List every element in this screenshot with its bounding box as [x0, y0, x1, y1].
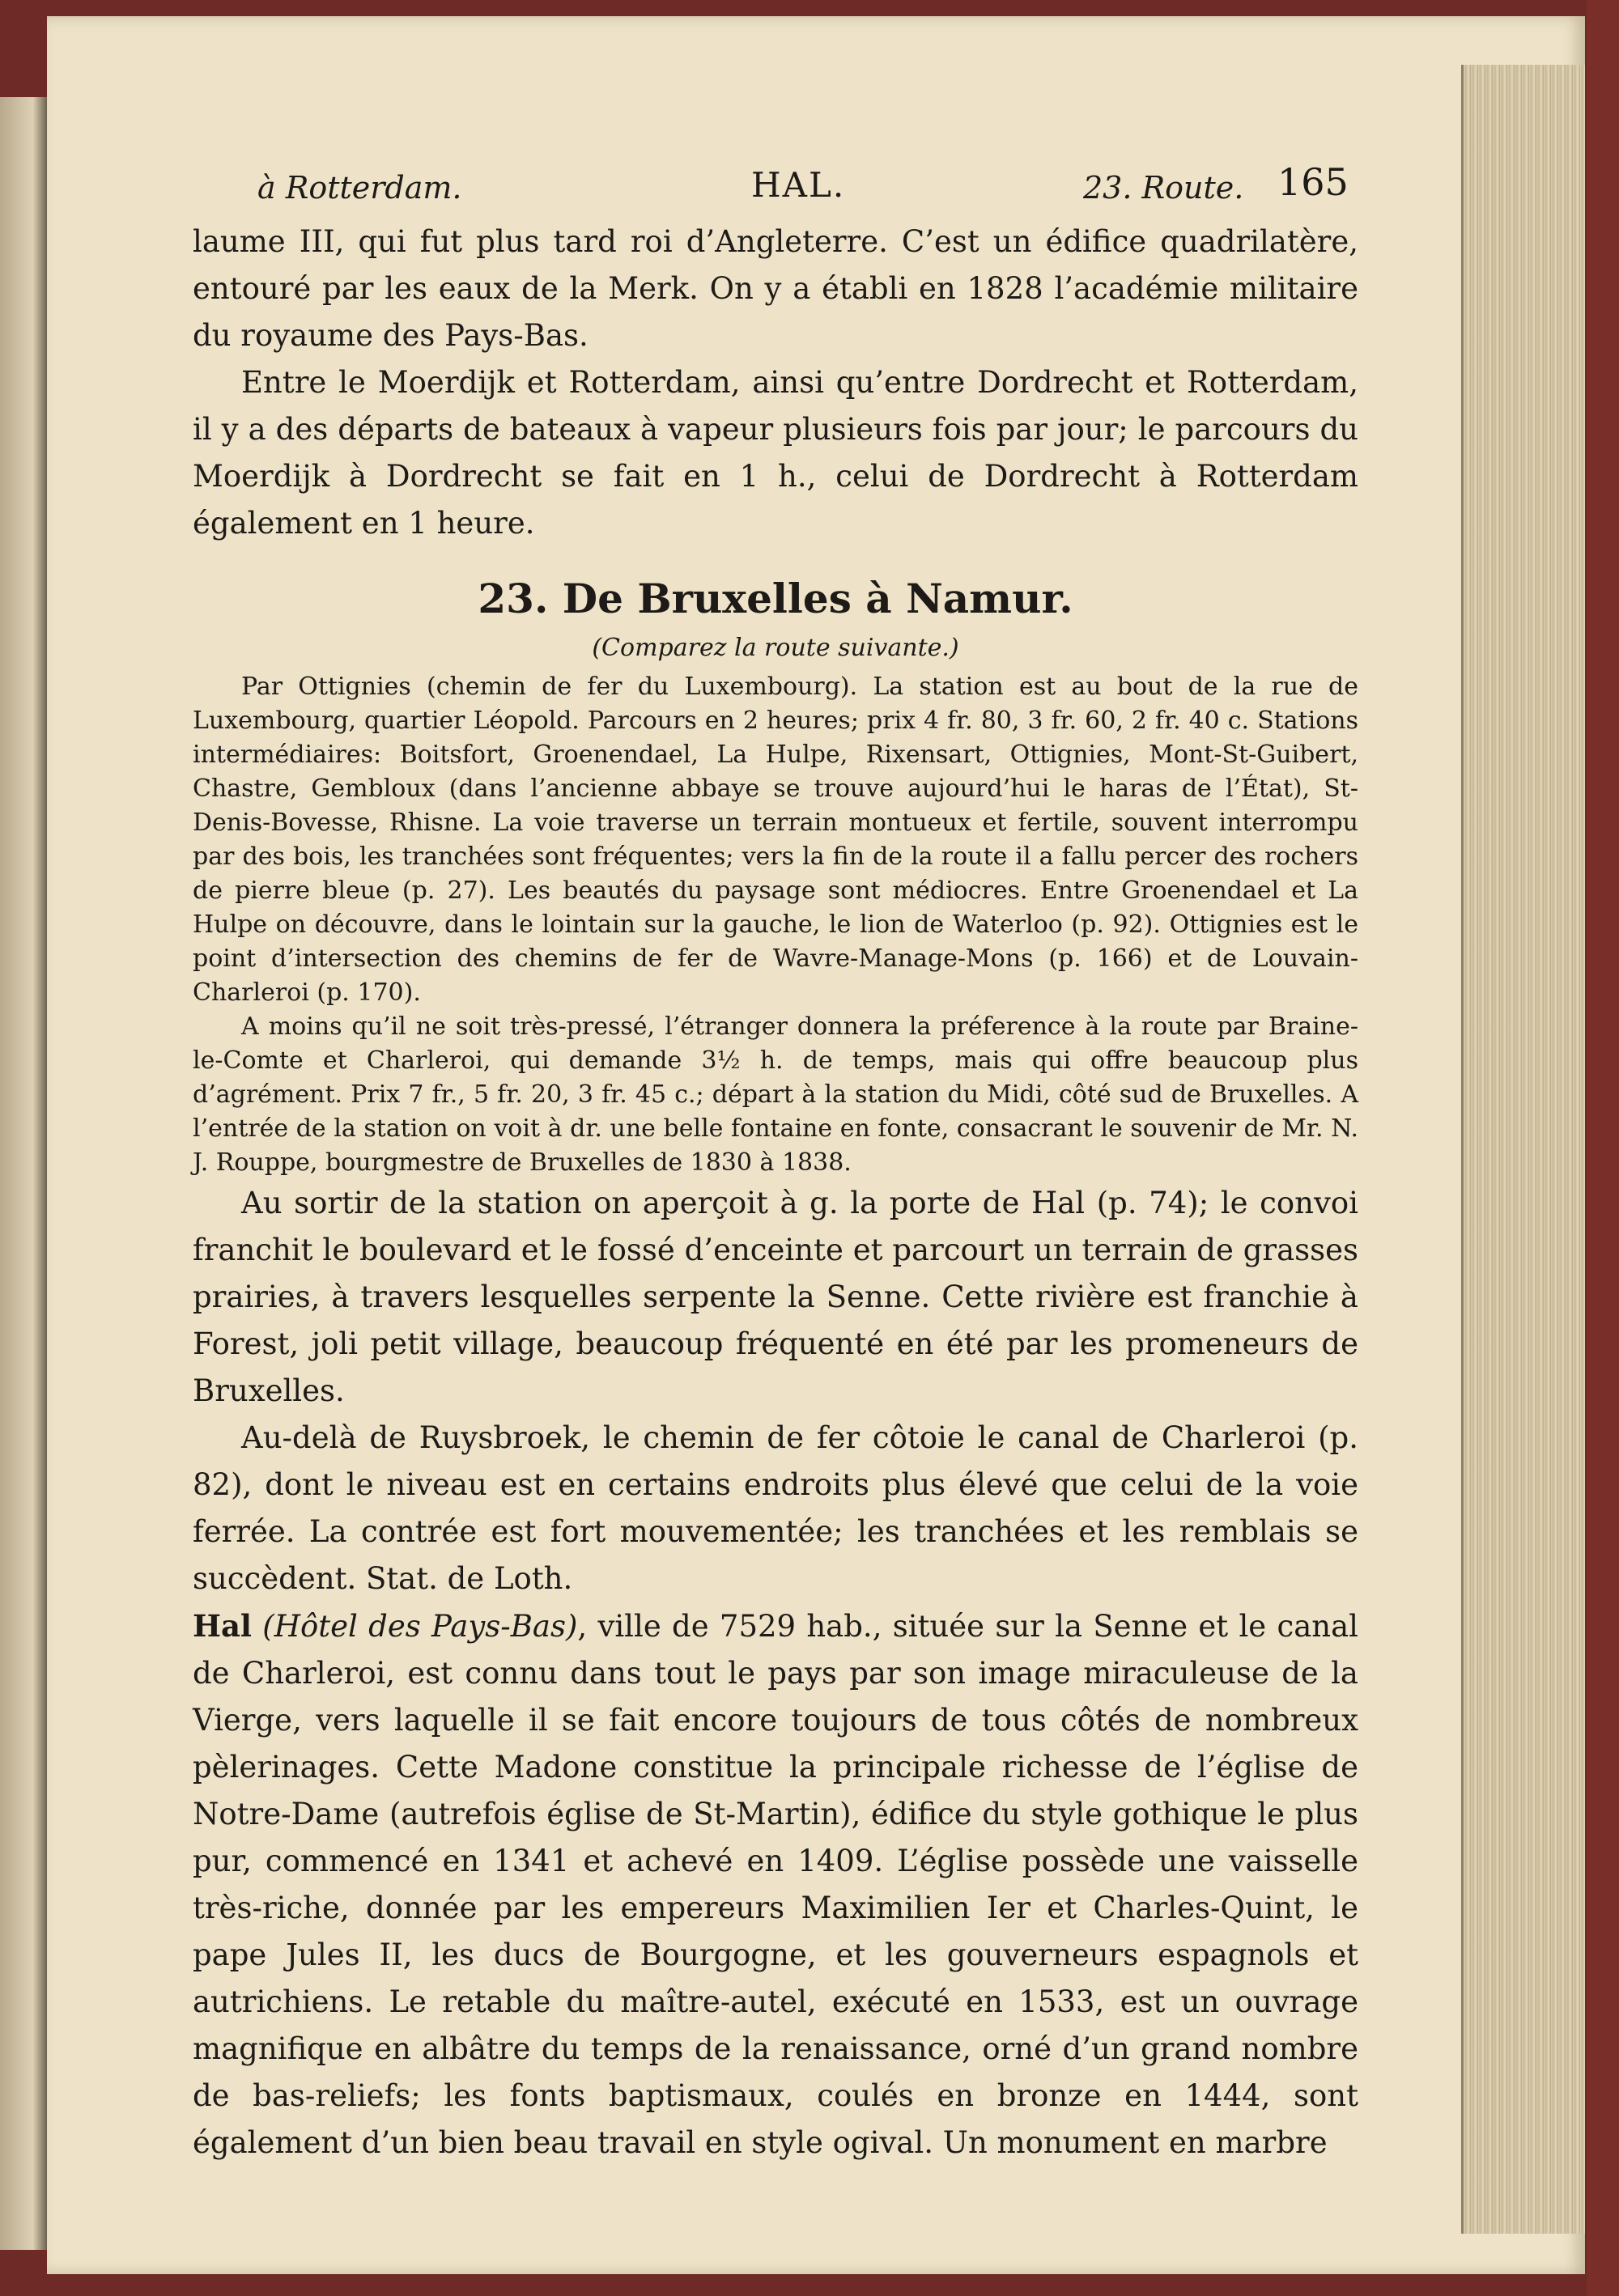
section-subtitle: (Comparez la route suivante.)	[592, 634, 959, 662]
facing-page-edge	[0, 97, 47, 2250]
intro-paragraph-2: Entre le Moerdijk et Rotterdam, ainsi qu’entre Dordrecht et Rotterdam, il y a des départs de bateaux à vapeur plusieurs fois par jour; le parcours du Moerdijk à Dordrecht se fait en 1 h., celui de Dordrecht à Rotterdam également en 1 heure.	[193, 365, 1358, 541]
text-block	[193, 154, 1358, 2167]
main-paragraph-3	[193, 1602, 1358, 2167]
running-head-left: à Rotterdam.	[257, 170, 462, 206]
page-number: 165	[1277, 160, 1349, 204]
intro-paragraph-1: laume III, qui fut plus tard roi d’Angleterre. C’est un édifice quadrilatère, entouré par les eaux de la Merk. On y a établi en 1828 l’académie militaire du royaume des Pays-Bas.	[193, 224, 1358, 353]
main-paragraph-2: Au-delà de Ruysbroek, le chemin de fer côtoie le canal de Charleroi (p. 82), dont le niveau est en certains endroits plus élevé que celui de la voie ferrée. La contrée est fort mouvementée; les tranchées et les remblais se succèdent. Stat. de Loth.	[193, 1420, 1358, 1596]
hal-lead-word: Hal	[193, 1608, 252, 1644]
main-paragraph-1: Au sortir de la station on aperçoit à g. la porte de Hal (p. 74); le convoi franchit le boulevard et le fossé d’enceinte et parcourt un terrain de grasses prairies, à travers lesquelles serpente la Senne. Cette rivière est franchie à Forest, joli petit village, beaucoup fréquenté en été par les promeneurs de Bruxelles.	[193, 1186, 1358, 1408]
page-stack-edges	[1461, 65, 1585, 2234]
running-head-right: 23. Route.	[1083, 170, 1244, 206]
book-page	[47, 16, 1585, 2274]
small-print-block	[193, 670, 1358, 1180]
running-head	[193, 154, 1358, 219]
main-paragraph-3-text: , ville de 7529 hab., située sur la Senne et le canal de Charleroi, est connu dans tout le pays par son image miraculeuse de la Vierge, vers laquelle il se fait encore toujours de tous côtés de nombreux pèlerinages. Cette Madone constitue la principale richesse de l’église de Notre-Dame (autrefois église de St-Martin), édifice du style gothique le plus pur, commencé en 1341 et achevé en 1409. L’église possède une vaisselle très-riche, donnée par les empereurs Maximilien Ier et Charles-Quint, le pape Jules II, les ducs de Bourgogne, et les gouverneurs espagnols et autrichiens. Le retable du maître-autel, exécuté en 1533, est un ouvrage magnifique en albâtre du temps de la renaissance, orné d’un grand nombre de bas-reliefs; les fonts baptismaux, coulés en bronze en 1444, sont également d’un bien beau travail en style ogival. Un monument en marbre	[193, 1609, 1358, 2160]
section-title: 23. De Bruxelles à Namur.	[478, 575, 1073, 622]
book-cover-edge	[1587, 0, 1619, 2296]
hotel-name: (Hôtel des Pays-Bas)	[262, 1609, 578, 1644]
running-head-center: HAL.	[751, 165, 846, 205]
small-paragraph-2: A moins qu’il ne soit très-pressé, l’étranger donnera la préference à la route par Braine-le-Comte et Charleroi, qui demande 3½ h. de temps, mais qui offre beaucoup plus d’agrément. Prix 7 fr., 5 fr. 20, 3 fr. 45 c.; départ à la station du Midi, côté sud de Bruxelles. A l’entrée de la station on voit à dr. une belle fontaine en fonte, consacrant le souvenir de Mr. N. J. Rouppe, bourgmestre de Bruxelles de 1830 à 1838.	[193, 1012, 1358, 1177]
small-paragraph-1: Par Ottignies (chemin de fer du Luxembourg). La station est au bout de la rue de Luxembourg, quartier Léopold. Parcours en 2 heures; prix 4 fr. 80, 3 fr. 60, 2 fr. 40 c. Stations intermédiaires: Boitsfort, Groenendael, La Hulpe, Rixensart, Ottignies, Mont-St-Guibert, Chastre, Gembloux (dans l’ancienne abbaye se trouve aujourd’hui le haras de l’État), St-Denis-Bovesse, Rhisne. La voie traverse un terrain montueux et fertile, souvent interrompu par des bois, les tranchées sont fréquentes; vers la fin de la route il a fallu percer des rochers de pierre bleue (p. 27). Les beautés du paysage sont médiocres. Entre Groenendael et La Hulpe on découvre, dans le lointain sur la gauche, le lion de Waterloo (p. 92). Ottignies est le point d’intersection des chemins de fer de Wavre-Manage-Mons (p. 166) et de Louvain-Charleroi (p. 170).	[193, 673, 1358, 1007]
